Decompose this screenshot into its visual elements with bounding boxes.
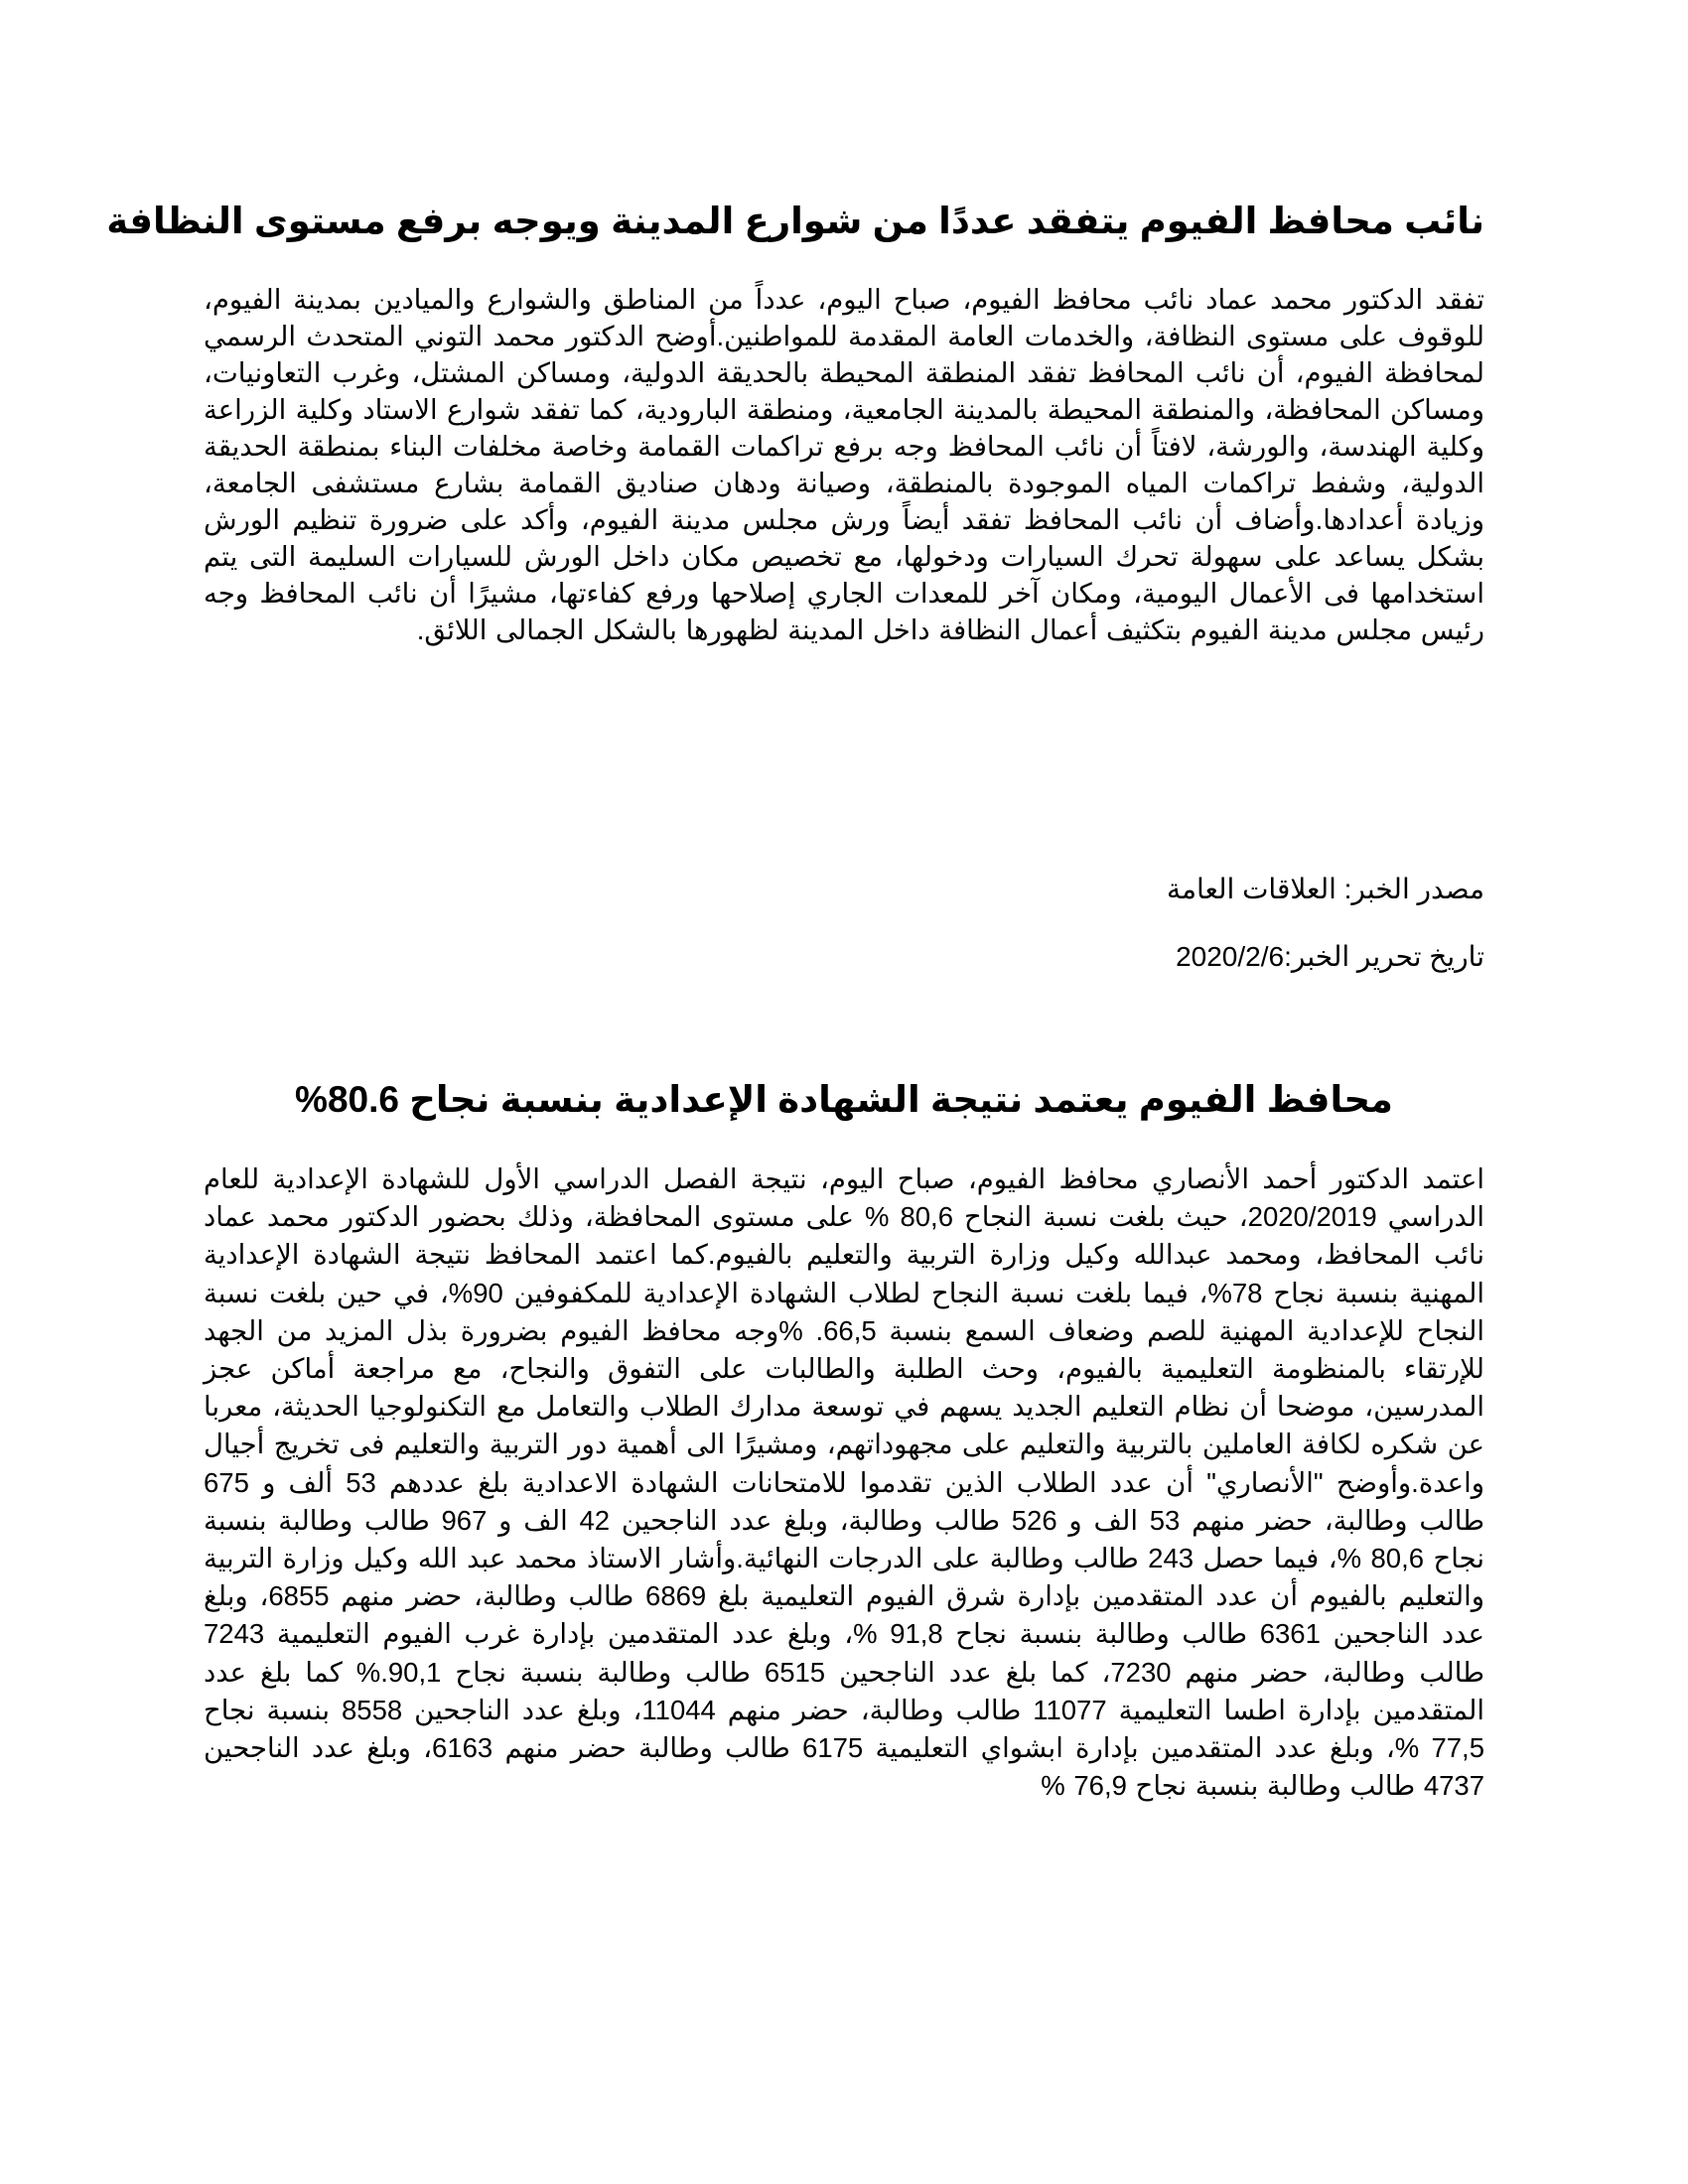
news-article-cleanliness-inspection xyxy=(106,197,1484,648)
article-headline: محافظ الفيوم يعتمد نتيجة الشهادة الإعدادية بنسبة نجاح 80.6% xyxy=(295,1079,1393,1120)
article-body: اعتمد الدكتور أحمد الأنصاري محافظ الفيوم، صباح اليوم، نتيجة الفصل الدراسي الأول للشهادة الإعدادية للعام الدراسي 2020/2019، حيث بلغت نسبة النجاح 80,6 % على مستوى المحافظة، وذلك بحضور الدكتور محمد عماد نائب المحافظ، ومحمد عبدالله وكيل وزارة التربية والتعليم بالفيوم.كما اعتمد المحافظ نتيجة الشهادة الإعدادية المهنية بنسبة نجاح 78%، فيما بلغت نسبة النجاح لطلاب الشهادة الإعدادية للمكفوفين 90%، في حين بلغت نسبة النجاح للإعدادية المهنية للصم وضعاف السمع بنسبة 66,5. %وجه محافظ الفيوم بضرورة بذل المزيد من الجهد للإرتقاء بالمنظومة التعليمية بالفيوم، وحث الطلبة والطالبات على التفوق والنجاح، مع مراجعة أماكن عجز المدرسين، موضحا أن نظام التعليم الجديد يسهم في توسعة مدارك الطلاب والتعامل مع التكنولوجيا الحديثة، معربا عن شكره لكافة العاملين بالتربية والتعليم على مجهوداتهم، ومشيرًا الى أهمية دور التربية والتعليم فى تخريج أجيال واعدة.وأوضح "الأنصاري" أن عدد الطلاب الذين تقدموا للامتحانات الشهادة الاعدادية بلغ عددهم 53 ألف و 675 طالب وطالبة، حضر منهم 53 الف و 526 طالب وطالبة، وبلغ عدد الناجحين 42 الف و 967 طالب وطالبة بنسبة نجاح 80,6 %، فيما حصل 243 طالب وطالبة على الدرجات النهائية.وأشار الاستاذ محمد عبد الله وكيل وزارة التربية والتعليم بالفيوم أن عدد المتقدمين بإدارة شرق الفيوم التعليمية بلغ 6869 طالب وطالبة، حضر منهم 6855، وبلغ عدد الناجحين 6361 طالب وطالبة بنسبة نجاح 91,8 %، وبلغ عدد المتقدمين بإدارة غرب الفيوم التعليمية 7243 طالب وطالبة، حضر منهم 7230، كما بلغ عدد الناجحين 6515 طالب وطالبة بنسبة نجاح 90,1.% كما بلغ عدد المتقدمين بإدارة اطسا التعليمية 11077 طالب وطالبة، حضر منهم 11044، وبلغ عدد الناجحين 8558 بنسبة نجاح 77,5 %، وبلغ عدد المتقدمين بإدارة ابشواي التعليمية 6175 طالب وطالبة حضر منهم 6163، وبلغ عدد الناجحين 4737 طالب وطالبة بنسبة نجاح 76,9 % xyxy=(204,1163,1485,1802)
news-article-exam-results xyxy=(204,1075,1484,1805)
news-date-value: 2020/2/6 xyxy=(1176,941,1285,972)
news-date-line xyxy=(204,937,1484,977)
article-body: تفقد الدكتور محمد عماد نائب محافظ الفيوم، صباح اليوم، عدداً من المناطق والشوارع والميادين بمدينة الفيوم، للوقوف على مستوى النظافة، والخدمات العامة المقدمة للمواطنين.أوضح الدكتور محمد التوني المتحدث الرسمي لمحافظة الفيوم، أن نائب المحافظ تفقد المنطقة المحيطة بالحديقة الدولية، ومساكن المشتل، وغرب التعاونيات، ومساكن المحافظة، والمنطقة المحيطة بالمدينة الجامعية، ومنطقة البارودية، كما تفقد شوارع الاستاد وكلية الزراعة وكلية الهندسة، والورشة، لافتاً أن نائب المحافظ وجه برفع تراكمات القمامة وخاصة مخلفات البناء بمنطقة الحديقة الدولية، وشفط تراكمات المياه الموجودة بالمنطقة، وصيانة ودهان صناديق القمامة بشارع مستشفى الجامعة، وزيادة أعدادها.وأضاف أن نائب المحافظ تفقد أيضاً ورش مجلس مدينة الفيوم، وأكد على ضرورة تنظيم الورش بشكل يساعد على سهولة تحرك السيارات ودخولها، مع تخصيص مكان داخل الورش للسيارات السليمة التى يتم استخدامها فى الأعمال اليومية، ومكان آخر للمعدات الجاري إصلاحها ورفع كفاءتها، مشيرًا أن نائب المحافظ وجه رئيس مجلس مدينة الفيوم بتكثيف أعمال النظافة داخل المدينة لظهورها بالشكل الجمالى اللائق. xyxy=(204,284,1484,645)
document-page xyxy=(106,0,1485,2184)
news-date-label: تاريخ تحرير الخبر: xyxy=(1284,941,1484,972)
news-source-line: مصدر الخبر: العلاقات العامة xyxy=(1166,874,1484,904)
article-headline: نائب محافظ الفيوم يتفقد عددًا من شوارع المدينة ويوجه برفع مستوى النظافة xyxy=(106,201,1484,241)
